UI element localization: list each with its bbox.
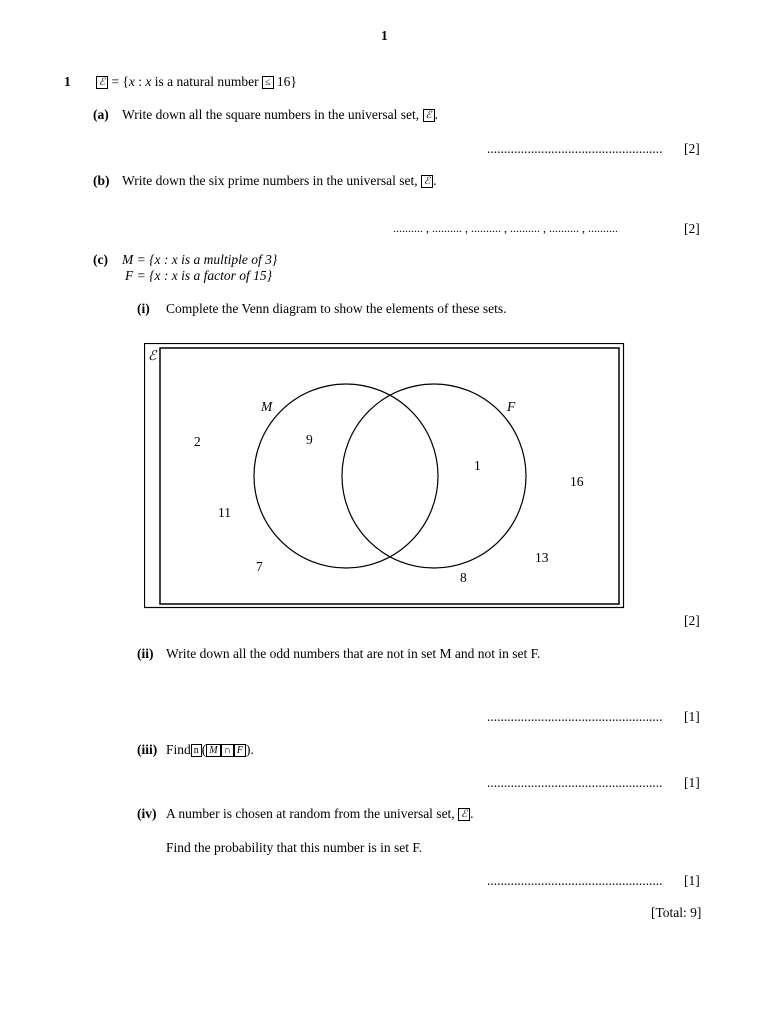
less-equal-icon: ≤ (262, 76, 274, 89)
part-a-answer-line[interactable]: .................................................... (487, 141, 663, 156)
sub-iv-label: (iv) (137, 806, 157, 821)
venn-element: 2 (194, 434, 201, 449)
venn-element: 11 (218, 505, 231, 520)
universal-set-icon: ℰ (421, 175, 433, 188)
set-f-label: F (507, 399, 516, 414)
venn-element: 9 (306, 432, 313, 447)
venn-element: 7 (256, 559, 263, 574)
sub-i-text: Complete the Venn diagram to show the elements of these sets. (166, 301, 507, 316)
part-b-text: Write down the six prime numbers in the universal set, ℰ . (122, 173, 437, 188)
venn-outer-frame (145, 344, 624, 608)
n-function-icon: n (191, 744, 202, 757)
sub-iii-label: (iii) (137, 742, 158, 757)
venn-element: 8 (460, 570, 467, 585)
part-a-label: (a) (93, 107, 109, 122)
venn-diagram[interactable] (144, 343, 625, 610)
set-f-circle (342, 384, 526, 568)
part-b-label: (b) (93, 173, 110, 188)
set-m-circle (254, 384, 438, 568)
part-b-answer-line[interactable]: .......... , .......... , .......... , .......... , .......... , .......... (393, 221, 618, 235)
set-m-symbol: M (206, 744, 220, 757)
set-m-label: M (261, 399, 273, 414)
part-a-marks: [2] (684, 141, 700, 156)
venn-universal-label: ℰ (148, 348, 157, 363)
set-f-symbol: F (234, 744, 246, 757)
sub-iii-text: Find n ( M ∩ F ). (166, 742, 254, 757)
sub-i-marks: [2] (684, 613, 700, 628)
sub-iii-answer-line[interactable]: .................................................... (487, 775, 663, 790)
universal-set-icon: ℰ (96, 76, 108, 89)
sub-ii-answer-line[interactable]: .................................................... (487, 709, 663, 724)
set-m-definition: M = {x : x is a multiple of 3} (122, 252, 278, 267)
question-number: 1 (64, 74, 71, 89)
venn-element: 13 (535, 550, 549, 565)
total-marks: [Total: 9] (651, 905, 702, 920)
sub-i-label: (i) (137, 301, 150, 316)
sub-iii-marks: [1] (684, 775, 700, 790)
universal-set-definition: ℰ = {x : x is a natural number ≤ 16} (96, 74, 297, 90)
venn-element: 1 (474, 458, 481, 473)
sub-iv-marks: [1] (684, 873, 700, 888)
sub-iv-answer-line[interactable]: .................................................... (487, 873, 663, 888)
set-f-definition: F = {x : x is a factor of 15} (125, 268, 273, 283)
part-c-label: (c) (93, 252, 108, 267)
sub-ii-marks: [1] (684, 709, 700, 724)
sub-ii-text: Write down all the odd numbers that are not in set M and not in set F. (166, 646, 541, 661)
universal-set-icon: ℰ (423, 109, 435, 122)
part-b-marks: [2] (684, 221, 700, 236)
sub-iv-text: A number is chosen at random from the universal set, ℰ . (166, 806, 474, 821)
intersection-icon: ∩ (221, 744, 234, 757)
part-a-text: Write down all the square numbers in the universal set, ℰ . (122, 107, 438, 122)
sub-iv-text2: Find the probability that this number is in set F. (166, 840, 423, 855)
universal-set-rectangle (160, 348, 619, 604)
page-number: 1 (381, 28, 388, 43)
venn-element: 16 (570, 474, 584, 489)
universal-set-icon: ℰ (458, 808, 470, 821)
sub-ii-label: (ii) (137, 646, 154, 661)
